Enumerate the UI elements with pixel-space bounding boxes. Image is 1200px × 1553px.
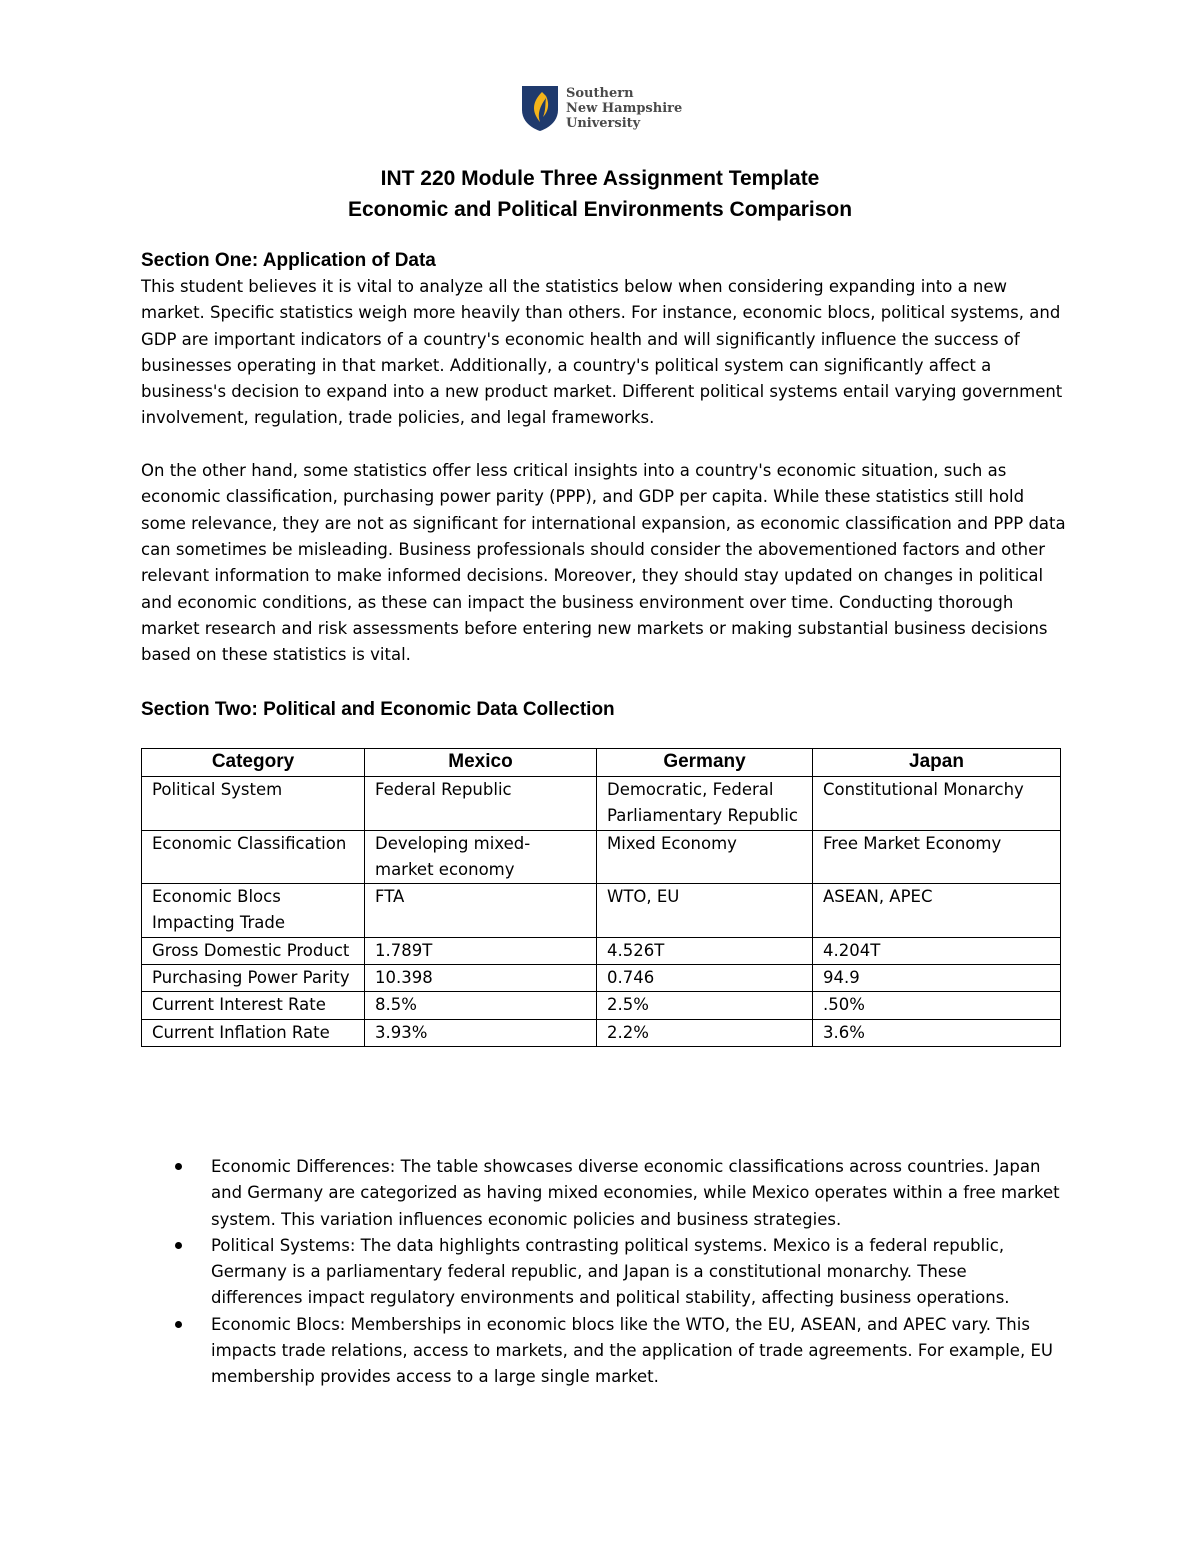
table-cell: Current Inflation Rate [142,1019,365,1046]
section-two-heading: Section Two: Political and Economic Data Collection [141,699,615,720]
table-cell: 8.5% [365,992,597,1019]
table-cell: Developing mixed-market economy [365,830,597,884]
section-one [141,248,1071,668]
section-two [141,697,1071,723]
list-item [172,1312,1062,1391]
table-cell: Mixed Economy [597,830,813,884]
table-cell: Political System [142,777,365,831]
data-table [141,748,1061,1047]
logo-line-1: Southern [566,85,634,101]
table-cell: ASEAN, APEC [813,884,1061,938]
table-cell: Constitutional Monarchy [813,777,1061,831]
table-cell: Democratic, Federal Parliamentary Republic [597,777,813,831]
bullet-list [172,1154,1062,1391]
table-row [142,1019,1061,1046]
title-line-2: Economic and Political Environments Comparison [347,198,853,221]
table-cell: Gross Domestic Product [142,937,365,964]
logo-line-3: University [566,115,641,131]
table-cell: 0.746 [597,965,813,992]
section-one-heading: Section One: Application of Data [141,250,436,271]
bullet-text: Economic Differences: The table showcases diverse economic classifications across countries. Japan and Germany are categorized as having mixed economies, while Mexico operates within a free market system. This variation influences economic policies and business strategies. [211,1157,1060,1229]
table-cell: 2.5% [597,992,813,1019]
table-row [142,884,1061,938]
section-one-paragraph-1: This student believes it is vital to analyze all the statistics below when considering expanding into a new market. Specific statistics weigh more heavily than others. For instance, economic blocs, political systems, and GDP are important indicators of a country's economic health and will significantly influence the success of businesses operating in that market. Additionally, a country's political system can significantly affect a business's decision to expand into a new product market. Different political systems entail varying government involvement, regulation, trade policies, and legal frameworks. [141,277,1063,428]
header-japan: Japan [813,749,1061,777]
table-row [142,965,1061,992]
logo-line-2: New Hampshire [566,100,683,116]
list-item [172,1233,1062,1312]
table-cell: 94.9 [813,965,1061,992]
table-cell: 4.526T [597,937,813,964]
logo-wordmark [566,86,682,131]
table-cell: 10.398 [365,965,597,992]
table-cell: Purchasing Power Parity [142,965,365,992]
document-title [0,163,1200,225]
bullet-text: Economic Blocs: Memberships in economic blocs like the WTO, the EU, ASEAN, and APEC vary. This impacts trade relations, access to markets, and the application of trade agreements. For example, EU membership provides access to a large single market. [211,1314,1053,1387]
table-cell: Current Interest Rate [142,992,365,1019]
table-row [142,992,1061,1019]
table-cell: WTO, EU [597,884,813,938]
table-cell: Economic Classification [142,830,365,884]
table-cell: Free Market Economy [813,830,1061,884]
header-mexico: Mexico [365,749,597,777]
table-cell: 3.93% [365,1019,597,1046]
university-logo [520,84,682,132]
shield-flame-icon [520,84,560,132]
section-one-paragraph-2: On the other hand, some statistics offer less critical insights into a country's economic situation, such as economic classification, purchasing power parity (PPP), and GDP per capita. While these statistics still hold some relevance, they are not as significant for international expansion, as economic classification and PPP data can sometimes be misleading. Business professionals should consider the abovementioned factors and other relevant information to make informed decisions. Moreover, they should stay updated on changes in political and economic conditions, as these can impact the business environment over time. Conducting thorough market research and risk assessments before entering new markets or making substantial business decisions based on these statistics is vital. [141,461,1066,665]
table-row [142,777,1061,831]
table-cell: 4.204T [813,937,1061,964]
table-cell: FTA [365,884,597,938]
bullet-icon [175,1321,182,1328]
title-line-1: INT 220 Module Three Assignment Template [380,167,820,190]
table-header-row [142,749,1061,777]
list-item [172,1154,1062,1233]
bullet-icon [175,1242,182,1249]
table-row [142,937,1061,964]
header-germany: Germany [597,749,813,777]
table-cell: 3.6% [813,1019,1061,1046]
table-cell: .50% [813,992,1061,1019]
table-row [142,830,1061,884]
table-cell: Federal Republic [365,777,597,831]
bullet-icon [175,1163,182,1170]
table-cell: 2.2% [597,1019,813,1046]
header-category: Category [142,749,365,777]
bullet-text: Political Systems: The data highlights contrasting political systems. Mexico is a federal republic, Germany is a parliamentary federal republic, and Japan is a constitutional monarchy. These differences impact regulatory environments and political stability, affecting business operations. [211,1235,1010,1308]
table-cell: Economic Blocs Impacting Trade [142,884,365,938]
table-cell: 1.789T [365,937,597,964]
